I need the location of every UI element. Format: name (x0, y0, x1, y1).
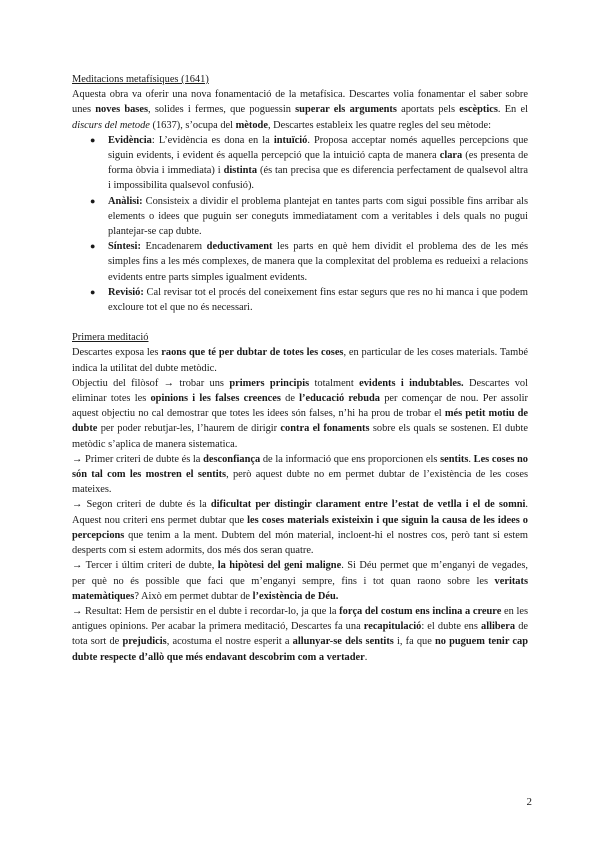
section-title-primera-meditacio: Primera meditació (72, 332, 149, 344)
section-title-meditacions: Meditacions metafísiques (1641) (72, 74, 209, 85)
list-item-sintesi: ● Síntesi: Encadenarem deductivament les parts en què hem dividit el problema des de les més simples fins a les més complexes, de manera que la complexitat del problema es redueixi a relacions evidents entre parts simples igualment evidents. (90, 241, 528, 283)
paragraph-raons: Descartes exposa les raons que té per dubtar de totes les coses, en particular de les coses materials. També indica la utilitat del dubte metòdic. (72, 347, 529, 374)
list-item-analisi: ● Anàlisi: Consisteix a dividir el problema plantejat en tantes parts com sigui possible fins arribar als elements o idees que puguin ser coneguts immediatament com a veritables i dels quals no pugui plantejar-se cap dubte. (90, 195, 528, 238)
bullet-icon: ● (90, 241, 96, 252)
list-item-evidencia: ● Evidència: L’evidència es dona en la intuïció. Proposa acceptar només aquelles percepcions que siguin evidents, i evident és aquella percepció que la intuició capta de manera clara (es presenta de forma òbvia i immediata) i distinta (és tan precisa que es diferencia perfectament de qualsevol altra i impossibilita qualsevol confusió). (90, 134, 528, 192)
list-item-revisio: ● Revisió: Cal revisar tot el procés del coneixement fins estar segurs que res no hi manca i que podem excloure tot el que no és necessari. (90, 286, 528, 314)
intro-paragraph: Aquesta obra va oferir una nova fonamentació de la metafísica. Descartes volia fonamentar el saber sobre unes noves bases, solides i fermes, que poguessin superar els arguments aportats pels escèptics. En el discurs del metode (1637), s’ocupa del mètode, Descartes estableix les quatre regles del seu mètode: (72, 89, 528, 131)
section-gap (72, 315, 528, 330)
document-page (72, 72, 528, 665)
paragraph-objectiu: Objectiu del filòsof → trobar uns primers principis totalment evidents i indubtables. Descartes vol eliminar totes les opinions i les falses creences de l’educació rebuda per començar de nou. Per assolir aquest objectiu no cal demostrar que totes les idees són falses, n’hi ha prou de trobar el més petit motiu de dubte per poder rebutjar-les, l’haurem de dirigir contra el fonaments sobre els quals se sostenen. El dubte metòdic s’aplica de manera sistematica. (72, 377, 529, 450)
paragraph-resultat: → Resultat: Hem de persistir en el dubte i recordar-lo, ja que la força del costum ens inclina a creure en les antigues opinions. Per acabar la primera meditació, Descartes fa una recapitulació: el dubte ens allibera de tota sort de prejudicis, acostuma el nostre esperit a allunyar-se dels sentits i, fa que no puguem tenir cap dubte respecte d’allò que més endavant descobrim com a vertader. (72, 605, 528, 663)
bullet-icon: ● (90, 195, 96, 206)
bullet-icon: ● (90, 134, 96, 145)
paragraph-segon-criteri: → Segon criteri de dubte és la dificultat per distingir clarament entre l’estat de vetlla i el de somni. Aquest nou criteri ens permet dubtar que les coses materials existeixin i que siguin la causa de les idees o percepcions que tenim a la ment. Dubtem del món material, incloent-hi el nostres cos, però tant si estem desperts com si estem adormits, dos més dos seran quatre. (72, 499, 528, 557)
paragraph-primer-criteri: → Primer criteri de dubte és la desconfiança de la informació que ens proporcionen els sentits. Les coses no són tal com les mostren el sentits, però aquest dubte no em permet dubtar de l’existència de les coses mateixes. (72, 453, 529, 496)
method-rules-list (72, 133, 528, 315)
paragraph-tercer-criteri: → Tercer i últim criteri de dubte, la hipòtesi del geni maligne. Si Déu permet que m’enganyi de vegades, per què no és possible que faci que m’enganyi sempre, fins i tot quan raono sobre les veritats matemàtiques? Això em permet dubtar de l’existència de Déu. (72, 560, 528, 602)
page-number: 2 (526, 796, 532, 808)
bullet-icon: ● (90, 286, 96, 297)
